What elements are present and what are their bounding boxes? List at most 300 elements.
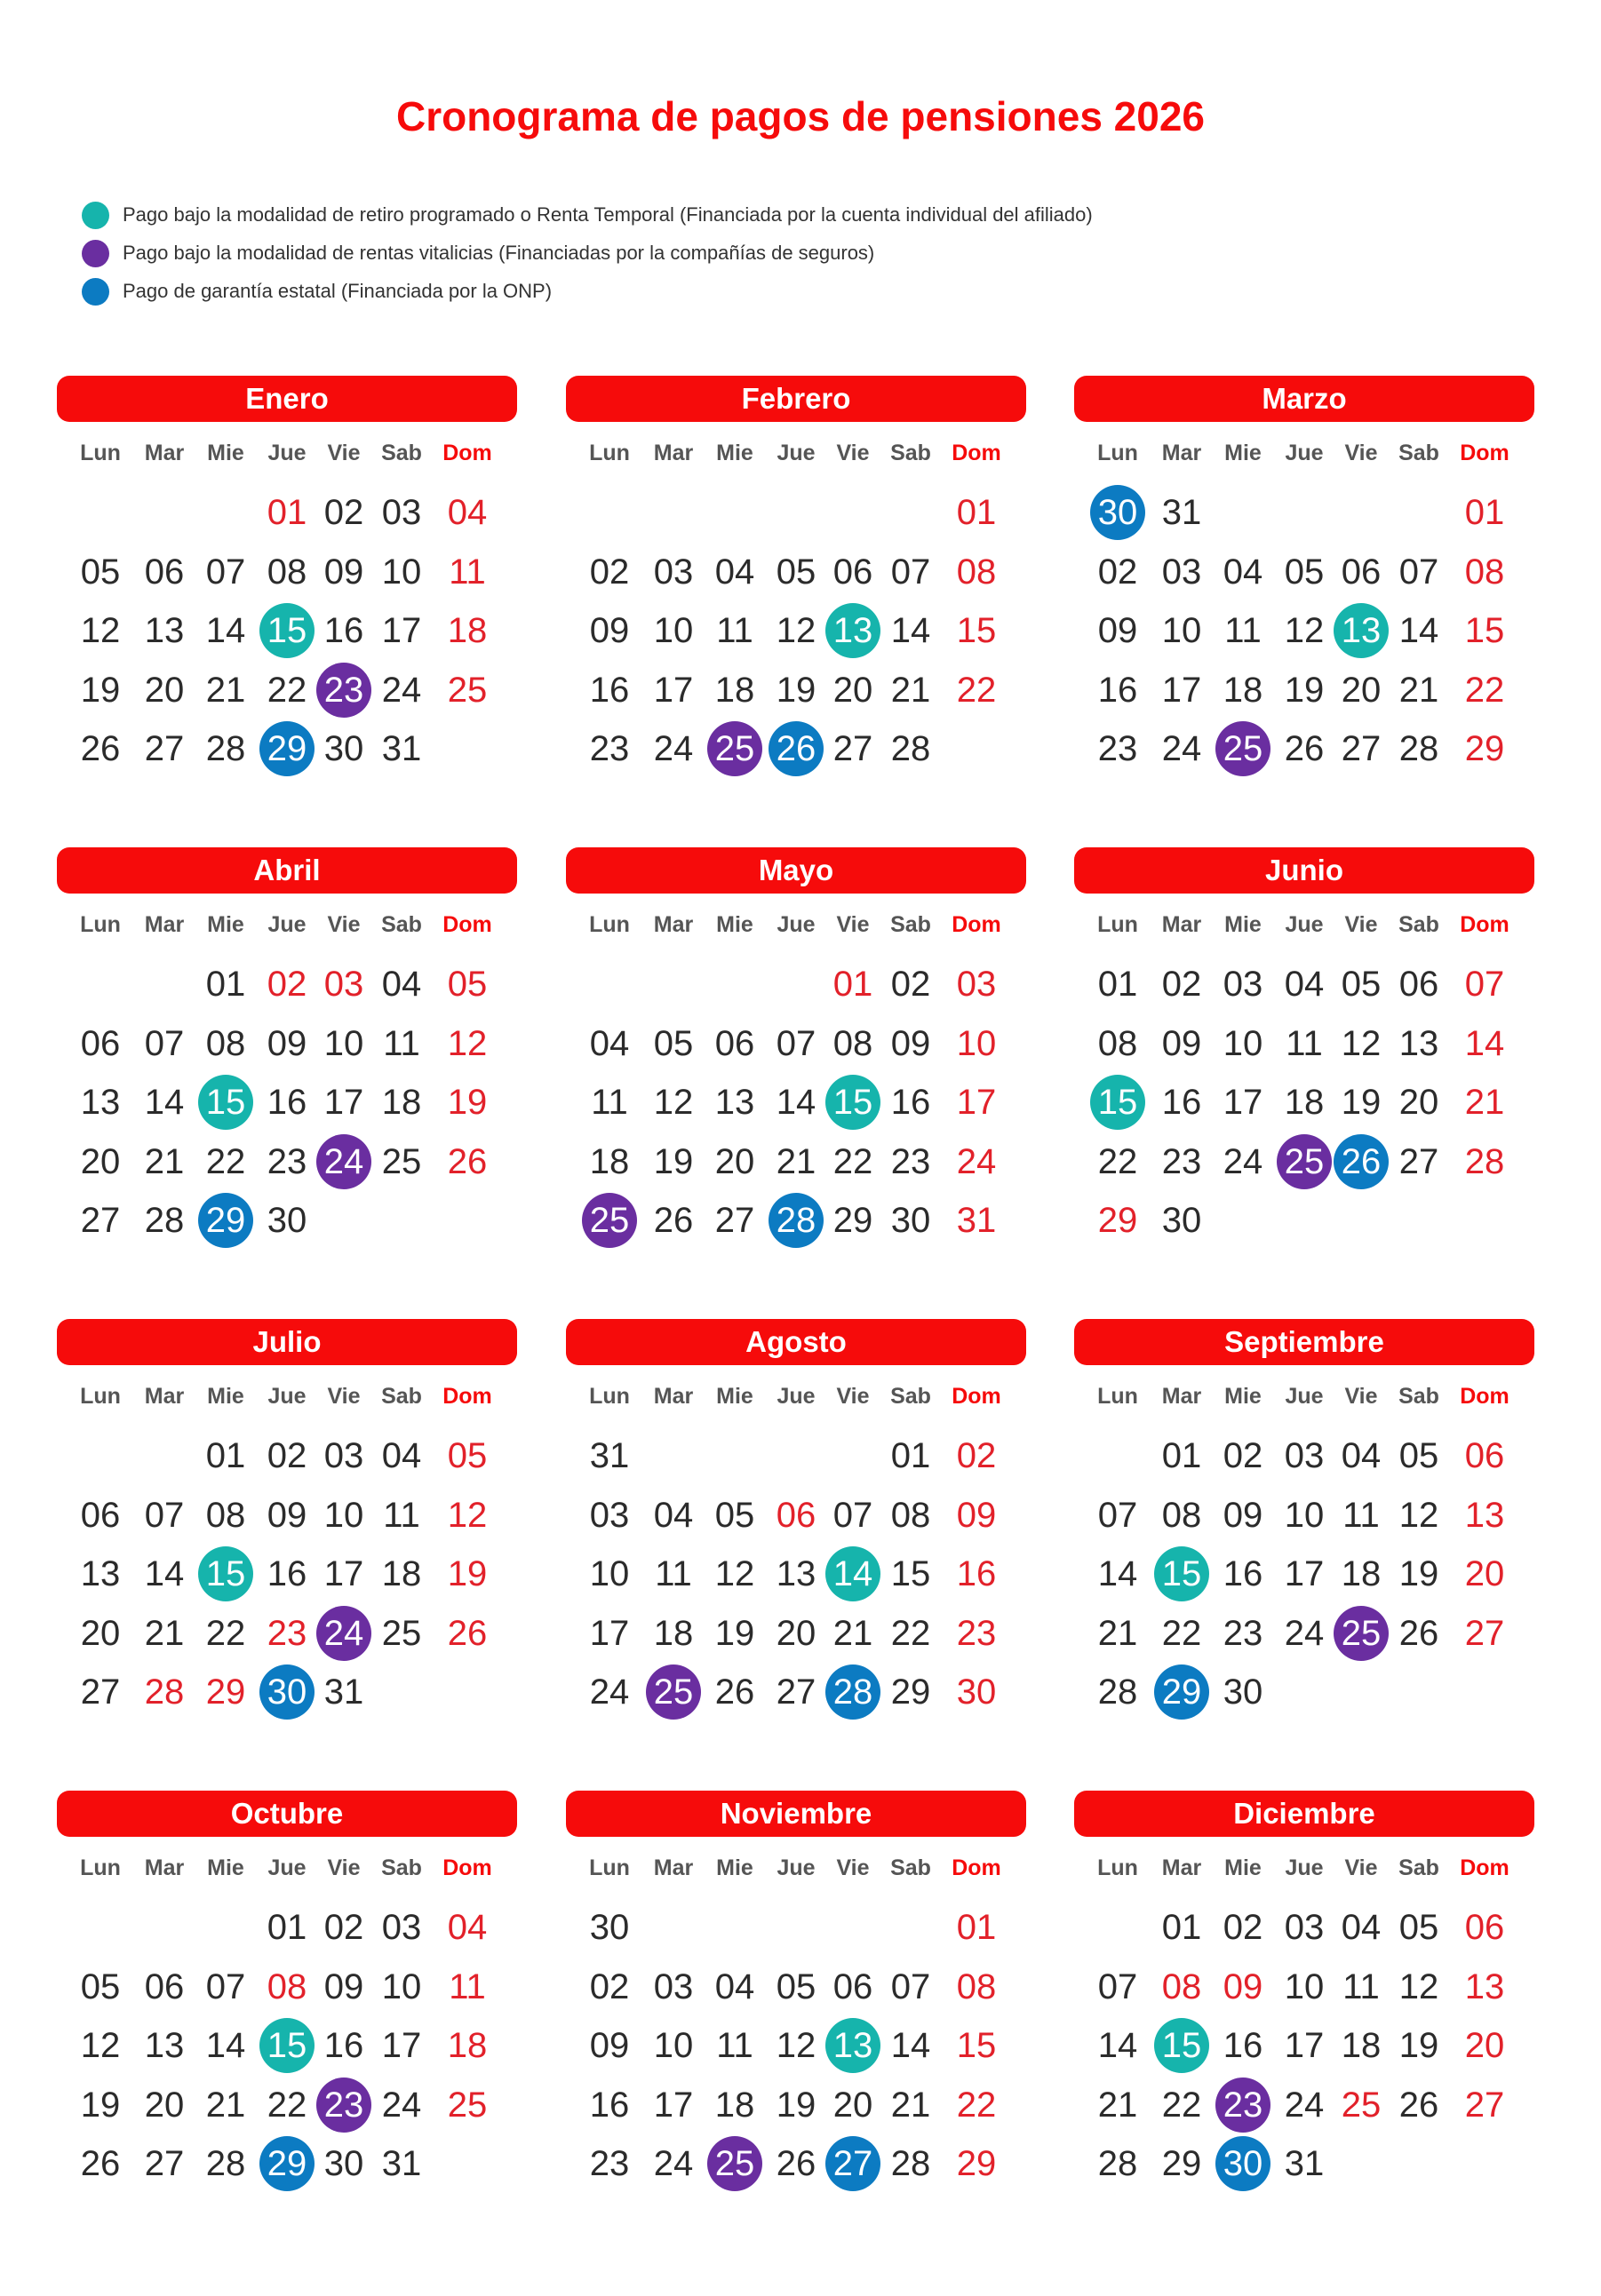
day-cell: 10	[1161, 611, 1202, 650]
payment-day-rentas-vitalicias: 25	[1215, 721, 1270, 776]
holiday-day: 04	[447, 493, 488, 532]
day-cell: 18	[1341, 2026, 1382, 2065]
holiday-day: 01	[832, 965, 873, 1004]
weekday-label: Vie	[836, 912, 870, 937]
weekday-label: Sab	[381, 1384, 422, 1409]
day-cell: 10	[589, 1554, 630, 1593]
day-cell: 05	[1284, 552, 1325, 592]
day-cell: 11	[383, 1023, 420, 1063]
day-cell: 22	[1161, 2085, 1202, 2125]
holiday-day: 01	[267, 493, 307, 532]
day-cell: 29	[832, 1201, 873, 1240]
day-cell: 17	[1284, 1554, 1325, 1593]
payment-day-garantia-estatal: 28	[769, 1193, 824, 1248]
day-cell: 13	[776, 1554, 816, 1593]
payment-day-garantia-estatal: 29	[259, 2136, 315, 2191]
day-cell: 22	[205, 1141, 246, 1181]
day-cell: 21	[1097, 1613, 1138, 1653]
weekday-label: Vie	[1344, 441, 1378, 465]
day-cell: 21	[144, 1613, 185, 1653]
holiday-day: 31	[956, 1201, 997, 1240]
day-cell: 03	[589, 1495, 630, 1535]
holiday-day: 17	[956, 1083, 997, 1122]
day-cell: 22	[890, 1613, 931, 1653]
day-cell: 17	[1284, 2026, 1325, 2065]
holiday-day: 21	[1464, 1083, 1505, 1122]
weekday-label: Vie	[327, 912, 361, 937]
day-cell: 14	[1097, 2026, 1138, 2065]
holiday-day: 08	[956, 552, 997, 592]
holiday-day: 01	[1464, 493, 1505, 532]
weekday-label: Lun	[589, 441, 630, 465]
weekday-label: Lun	[589, 1855, 630, 1880]
weekday-label: Mie	[207, 912, 244, 937]
day-cell: 22	[1161, 1613, 1202, 1653]
payment-day-garantia-estatal: 29	[1154, 1664, 1209, 1720]
day-cell: 12	[653, 1083, 694, 1122]
holiday-day: 28	[144, 1672, 185, 1712]
month-abril	[57, 847, 517, 1291]
payment-day-garantia-estatal: 27	[825, 2136, 880, 2191]
payment-day-rentas-vitalicias: 23	[316, 2078, 371, 2133]
holiday-day: 26	[447, 1141, 488, 1181]
weekday-label: Jue	[267, 912, 307, 937]
day-cell: 19	[714, 1613, 755, 1653]
month-junio	[1074, 847, 1534, 1291]
payment-day-retiro-programado: 15	[198, 1075, 253, 1130]
weekday-label: Lun	[80, 912, 121, 937]
day-cell: 07	[832, 1495, 873, 1535]
day-cell: 02	[890, 965, 931, 1004]
payment-day-retiro-programado: 15	[1154, 2018, 1209, 2073]
day-cell: 14	[144, 1083, 185, 1122]
day-cell: 11	[1342, 1495, 1380, 1535]
weekday-label: Sab	[890, 441, 931, 465]
holiday-day: 05	[447, 965, 488, 1004]
day-cell: 04	[714, 552, 755, 592]
month-header: Julio	[57, 1319, 517, 1365]
day-cell: 11	[1224, 611, 1262, 650]
day-cell: 01	[205, 1436, 246, 1475]
holiday-day: 19	[447, 1554, 488, 1593]
weekday-label: Mar	[1161, 441, 1202, 465]
holiday-day: 08	[267, 1966, 307, 2006]
weekday-label: Vie	[327, 1384, 361, 1409]
holiday-day: 29	[1097, 1201, 1138, 1240]
holiday-day: 13	[1464, 1495, 1505, 1535]
day-cell: 03	[1284, 1908, 1325, 1947]
day-cell: 20	[144, 670, 185, 710]
legend-label: Pago bajo la modalidad de retiro programado o Renta Temporal (Financiada por la cuenta individual del afiliado)	[123, 203, 1093, 226]
weekday-label: Mie	[716, 1855, 753, 1880]
holiday-day: 12	[447, 1495, 488, 1535]
day-cell: 14	[205, 2026, 246, 2065]
day-cell: 17	[381, 2026, 422, 2065]
holiday-day: 14	[1464, 1023, 1505, 1063]
day-cell: 23	[589, 2144, 630, 2183]
day-cell: 17	[381, 611, 422, 650]
day-cell: 30	[267, 1201, 307, 1240]
holiday-day: 03	[956, 965, 997, 1004]
day-cell: 07	[144, 1495, 185, 1535]
holiday-day: 29	[1464, 729, 1505, 768]
day-cell: 03	[1161, 552, 1202, 592]
weekday-label: Mie	[716, 1384, 753, 1409]
holiday-day: 20	[1464, 2026, 1505, 2065]
holiday-day: 29	[205, 1672, 246, 1712]
month-diciembre	[1074, 1791, 1534, 2235]
day-cell: 07	[144, 1023, 185, 1063]
month-header: Agosto	[566, 1319, 1026, 1365]
day-cell: 18	[1284, 1083, 1325, 1122]
day-cell: 19	[776, 2085, 816, 2125]
weekday-label: Jue	[267, 1855, 307, 1880]
day-cell: 02	[1223, 1908, 1263, 1947]
day-cell: 09	[323, 552, 364, 592]
day-cell: 22	[832, 1141, 873, 1181]
day-cell: 19	[80, 670, 121, 710]
month-header: Septiembre	[1074, 1319, 1534, 1365]
day-cell: 06	[714, 1023, 755, 1063]
day-cell: 06	[80, 1495, 121, 1535]
day-cell: 26	[1398, 2085, 1439, 2125]
holiday-day: 18	[447, 2026, 488, 2065]
day-cell: 31	[1284, 2144, 1325, 2183]
day-cell: 26	[1284, 729, 1325, 768]
day-cell: 04	[381, 965, 422, 1004]
legend-color-dot-icon	[82, 202, 109, 229]
day-cell: 10	[323, 1023, 364, 1063]
day-cell: 27	[80, 1672, 121, 1712]
weekday-label: Dom	[1460, 441, 1509, 465]
holiday-day: 06	[1464, 1908, 1505, 1947]
weekday-label: Jue	[267, 1384, 307, 1409]
weekday-label: Mie	[207, 1384, 244, 1409]
day-cell: 31	[381, 2144, 422, 2183]
weekday-label: Lun	[589, 912, 630, 937]
day-cell: 23	[1223, 1613, 1263, 1653]
weekday-label: Dom	[442, 1384, 492, 1409]
holiday-day: 11	[449, 1966, 486, 2006]
day-cell: 12	[1398, 1495, 1439, 1535]
day-cell: 18	[714, 670, 755, 710]
day-cell: 21	[890, 2085, 931, 2125]
day-cell: 24	[589, 1672, 630, 1712]
payment-day-rentas-vitalicias: 25	[707, 721, 762, 776]
weekday-label: Mar	[144, 441, 185, 465]
legend-item-retiro-programado	[82, 197, 1093, 233]
weekday-label: Vie	[1344, 1855, 1378, 1880]
day-cell: 10	[1284, 1495, 1325, 1535]
weekday-label: Mar	[1161, 1384, 1202, 1409]
day-cell: 24	[1223, 1141, 1263, 1181]
weekday-label: Mar	[144, 912, 185, 937]
day-cell: 18	[1223, 670, 1263, 710]
day-cell: 20	[1341, 670, 1382, 710]
weekday-label: Mar	[653, 441, 694, 465]
day-cell: 02	[1161, 965, 1202, 1004]
holiday-day: 22	[956, 2085, 997, 2125]
day-cell: 20	[1398, 1083, 1439, 1122]
day-cell: 04	[1223, 552, 1263, 592]
payment-day-rentas-vitalicias: 25	[1334, 1606, 1389, 1661]
day-cell: 04	[1341, 1436, 1382, 1475]
payment-day-retiro-programado: 15	[1154, 1546, 1209, 1601]
day-cell: 22	[267, 670, 307, 710]
day-cell: 11	[716, 611, 753, 650]
weekday-label: Sab	[381, 912, 422, 937]
weekday-label: Jue	[1285, 1384, 1324, 1409]
day-cell: 13	[144, 611, 185, 650]
day-cell: 12	[1398, 1966, 1439, 2006]
day-cell: 12	[776, 2026, 816, 2065]
day-cell: 19	[1398, 2026, 1439, 2065]
day-cell: 24	[1161, 729, 1202, 768]
holiday-day: 15	[956, 2026, 997, 2065]
holiday-day: 07	[1464, 965, 1505, 1004]
holiday-day: 29	[956, 2144, 997, 2183]
day-cell: 24	[1284, 1613, 1325, 1653]
day-cell: 24	[381, 2085, 422, 2125]
payment-day-garantia-estatal: 30	[259, 1664, 315, 1720]
month-marzo	[1074, 376, 1534, 820]
weekday-label: Mar	[653, 1384, 694, 1409]
day-cell: 25	[381, 1141, 422, 1181]
holiday-day: 01	[956, 1908, 997, 1947]
day-cell: 04	[589, 1023, 630, 1063]
day-cell: 12	[1284, 611, 1325, 650]
day-cell: 08	[832, 1023, 873, 1063]
day-cell: 23	[1097, 729, 1138, 768]
weekday-label: Mie	[207, 441, 244, 465]
day-cell: 20	[80, 1613, 121, 1653]
day-cell: 21	[205, 670, 246, 710]
day-cell: 14	[144, 1554, 185, 1593]
day-cell: 14	[890, 611, 931, 650]
day-cell: 30	[1161, 1201, 1202, 1240]
day-cell: 25	[381, 1613, 422, 1653]
day-cell: 18	[653, 1613, 694, 1653]
day-cell: 05	[653, 1023, 694, 1063]
day-cell: 10	[323, 1495, 364, 1535]
day-cell: 17	[1161, 670, 1202, 710]
weekday-label: Sab	[890, 1384, 931, 1409]
day-cell: 20	[80, 1141, 121, 1181]
weekday-label: Dom	[442, 1855, 492, 1880]
day-cell: 10	[653, 2026, 694, 2065]
weekday-label: Mar	[653, 1855, 694, 1880]
day-cell: 27	[1398, 1141, 1439, 1181]
day-cell: 02	[323, 493, 364, 532]
day-cell: 05	[776, 552, 816, 592]
weekday-label: Dom	[1460, 1384, 1509, 1409]
day-cell: 23	[1161, 1141, 1202, 1181]
day-cell: 12	[714, 1554, 755, 1593]
day-cell: 16	[589, 670, 630, 710]
weekday-label: Mar	[1161, 912, 1202, 937]
day-cell: 11	[1286, 1023, 1323, 1063]
holiday-day: 23	[956, 1613, 997, 1653]
legend-color-dot-icon	[82, 278, 109, 306]
payment-day-garantia-estatal: 30	[1215, 2136, 1270, 2191]
day-cell: 24	[653, 2144, 694, 2183]
day-cell: 02	[589, 552, 630, 592]
weekday-label: Vie	[327, 1855, 361, 1880]
day-cell: 30	[323, 2144, 364, 2183]
holiday-day: 15	[1464, 611, 1505, 650]
month-noviembre	[566, 1791, 1026, 2235]
day-cell: 21	[1398, 670, 1439, 710]
day-cell: 05	[1341, 965, 1382, 1004]
holiday-day: 12	[447, 1023, 488, 1063]
weekday-label: Dom	[442, 441, 492, 465]
day-cell: 17	[323, 1554, 364, 1593]
weekday-label: Sab	[890, 912, 931, 937]
day-cell: 26	[653, 1201, 694, 1240]
day-cell: 30	[890, 1201, 931, 1240]
day-cell: 20	[776, 1613, 816, 1653]
holiday-day: 02	[956, 1436, 997, 1475]
holiday-day: 08	[1161, 1966, 1202, 2006]
payment-day-retiro-programado: 14	[825, 1546, 880, 1601]
payment-day-rentas-vitalicias: 24	[316, 1606, 371, 1661]
day-cell: 16	[890, 1083, 931, 1122]
holiday-day: 23	[267, 1613, 307, 1653]
weekday-label: Dom	[442, 912, 492, 937]
legend-item-garantia-estatal	[82, 274, 552, 309]
day-cell: 27	[1341, 729, 1382, 768]
holiday-day: 06	[776, 1495, 816, 1535]
weekday-label: Dom	[952, 912, 1001, 937]
day-cell: 27	[714, 1201, 755, 1240]
weekday-label: Jue	[1285, 441, 1324, 465]
payment-day-retiro-programado: 15	[259, 2018, 315, 2073]
payment-day-rentas-vitalicias: 23	[1215, 2078, 1270, 2133]
day-cell: 26	[776, 2144, 816, 2183]
holiday-day: 15	[956, 611, 997, 650]
day-cell: 09	[1223, 1495, 1263, 1535]
weekday-label: Dom	[952, 1384, 1001, 1409]
day-cell: 31	[381, 729, 422, 768]
month-header: Enero	[57, 376, 517, 422]
holiday-day: 28	[1464, 1141, 1505, 1181]
day-cell: 06	[832, 552, 873, 592]
day-cell: 02	[1097, 552, 1138, 592]
weekday-label: Dom	[952, 1855, 1001, 1880]
holiday-day: 04	[447, 1908, 488, 1947]
day-cell: 07	[890, 552, 931, 592]
day-cell: 04	[714, 1966, 755, 2006]
month-febrero	[566, 376, 1026, 820]
day-cell: 08	[205, 1495, 246, 1535]
payment-day-garantia-estatal: 28	[825, 1664, 880, 1720]
day-cell: 07	[1097, 1495, 1138, 1535]
payment-day-rentas-vitalicias: 25	[582, 1193, 637, 1248]
day-cell: 20	[832, 2085, 873, 2125]
day-cell: 30	[1223, 1672, 1263, 1712]
payment-day-retiro-programado: 13	[825, 603, 880, 658]
weekday-label: Lun	[80, 1384, 121, 1409]
day-cell: 26	[80, 729, 121, 768]
day-cell: 02	[1223, 1436, 1263, 1475]
month-header: Mayo	[566, 847, 1026, 894]
day-cell: 06	[80, 1023, 121, 1063]
day-cell: 27	[144, 2144, 185, 2183]
day-cell: 24	[653, 729, 694, 768]
day-cell: 24	[1284, 2085, 1325, 2125]
day-cell: 28	[144, 1201, 185, 1240]
day-cell: 12	[1341, 1023, 1382, 1063]
day-cell: 18	[381, 1083, 422, 1122]
weekday-label: Vie	[836, 441, 870, 465]
weekday-label: Dom	[1460, 1855, 1509, 1880]
holiday-day: 01	[956, 493, 997, 532]
day-cell: 11	[591, 1083, 628, 1122]
day-cell: 16	[1223, 1554, 1263, 1593]
day-cell: 26	[714, 1672, 755, 1712]
holiday-day: 03	[323, 965, 364, 1004]
weekday-label: Jue	[1285, 1855, 1324, 1880]
weekday-label: Mie	[716, 441, 753, 465]
day-cell: 08	[1097, 1023, 1138, 1063]
weekday-label: Mar	[653, 912, 694, 937]
day-cell: 23	[589, 729, 630, 768]
day-cell: 14	[1398, 611, 1439, 650]
day-cell: 24	[381, 670, 422, 710]
day-cell: 03	[381, 1908, 422, 1947]
day-cell: 19	[80, 2085, 121, 2125]
legend-item-rentas-vitalicias	[82, 235, 874, 271]
day-cell: 03	[323, 1436, 364, 1475]
day-cell: 06	[832, 1966, 873, 2006]
day-cell: 16	[267, 1083, 307, 1122]
weekday-label: Lun	[1097, 912, 1138, 937]
day-cell: 30	[323, 729, 364, 768]
day-cell: 08	[890, 1495, 931, 1535]
holiday-day: 25	[1341, 2085, 1382, 2125]
day-cell: 17	[653, 670, 694, 710]
day-cell: 09	[323, 1966, 364, 2006]
holiday-day: 25	[447, 670, 488, 710]
day-cell: 09	[1097, 611, 1138, 650]
day-cell: 05	[1398, 1436, 1439, 1475]
day-cell: 03	[653, 552, 694, 592]
holiday-day: 30	[956, 1672, 997, 1712]
day-cell: 16	[323, 611, 364, 650]
day-cell: 19	[653, 1141, 694, 1181]
payment-day-retiro-programado: 13	[825, 2018, 880, 2073]
day-cell: 13	[144, 2026, 185, 2065]
day-cell: 05	[1398, 1908, 1439, 1947]
day-cell: 31	[589, 1436, 630, 1475]
payment-day-rentas-vitalicias: 24	[316, 1134, 371, 1189]
day-cell: 31	[323, 1672, 364, 1712]
payment-day-garantia-estatal: 29	[259, 721, 315, 776]
day-cell: 20	[144, 2085, 185, 2125]
holiday-day: 24	[956, 1141, 997, 1181]
day-cell: 27	[144, 729, 185, 768]
day-cell: 08	[1161, 1495, 1202, 1535]
day-cell: 07	[1398, 552, 1439, 592]
day-cell: 09	[267, 1023, 307, 1063]
day-cell: 12	[80, 611, 121, 650]
month-julio	[57, 1319, 517, 1763]
month-header: Octubre	[57, 1791, 517, 1837]
payment-day-garantia-estatal: 26	[769, 721, 824, 776]
day-cell: 06	[144, 1966, 185, 2006]
day-cell: 28	[205, 2144, 246, 2183]
day-cell: 04	[1341, 1908, 1382, 1947]
